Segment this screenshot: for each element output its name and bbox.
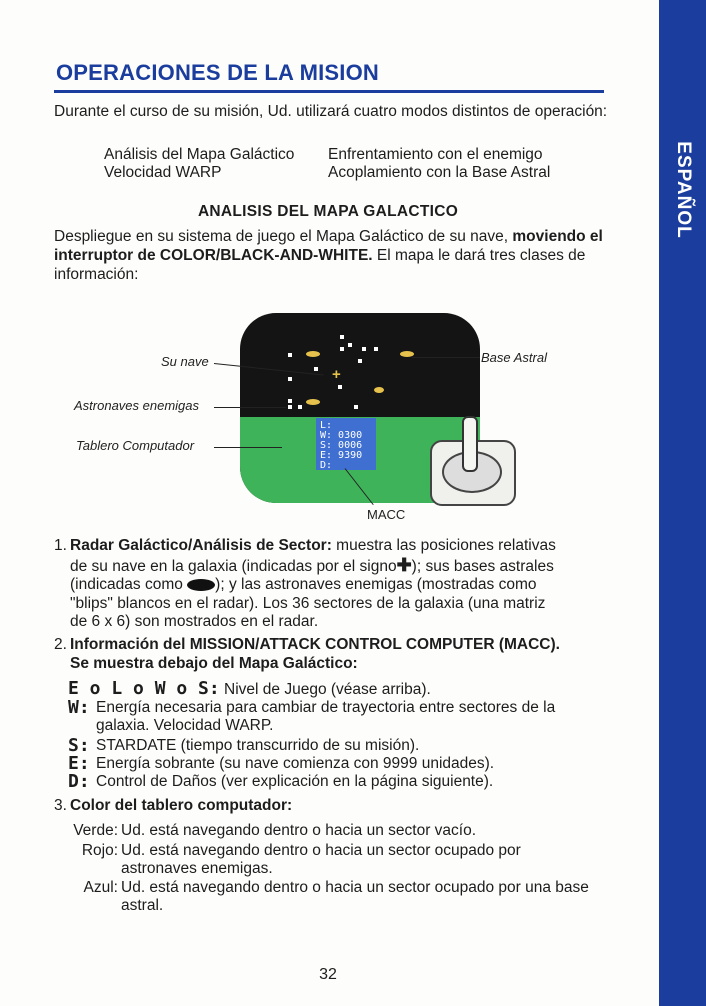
starbase-icon	[306, 399, 320, 405]
def-key: E:	[68, 753, 90, 774]
label-macc: MACC	[367, 507, 406, 522]
item-2-head: Se muestra debajo del Mapa Galáctico:	[70, 654, 358, 672]
map-paragraph-c: El mapa le dará tres clases de información:	[54, 247, 586, 283]
language-tab-label: ESPAÑOL	[672, 141, 694, 239]
item-number: 1.	[54, 537, 67, 554]
label-tablero: Tablero Computador	[76, 438, 195, 453]
map-paragraph-a: Despliegue en su sistema de juego el Mapa Galáctico de su nave,	[54, 228, 513, 245]
item-2-head: Información del MISSION/ATTACK CONTROL COMPUTER (MACC).	[70, 636, 560, 653]
macc-line: W: 0300	[320, 430, 363, 441]
item-1-line: ); sus bases astrales	[411, 557, 554, 575]
color-value: Ud. está navegando dentro o hacia un sector ocupado por astronaves enemigas.	[121, 842, 521, 877]
starbase-icon	[306, 351, 320, 357]
def-key: E o L o W o S:	[68, 678, 220, 699]
ship-plus-icon: +	[332, 366, 341, 383]
mode-item: Velocidad WARP	[104, 164, 222, 181]
item-1-line: de su nave en la galaxia (indicadas por el signo	[70, 557, 397, 575]
def-key: D:	[68, 771, 90, 792]
item-number: 2.	[54, 636, 67, 653]
intro-paragraph: Durante el curso de su misión, Ud. utilizará cuatro modos distintos de operación:	[54, 103, 608, 120]
item-2	[54, 636, 614, 676]
color-key: Verde:	[73, 822, 118, 839]
def-value: STARDATE (tiempo transcurrido de su misión).	[96, 737, 420, 754]
macc-line: L:	[320, 420, 333, 431]
joystick-icon	[462, 416, 478, 472]
def-value: Energía sobrante (su nave comienza con 9999 unidades).	[96, 755, 495, 772]
mode-item: Enfrentamiento con el enemigo	[328, 146, 543, 163]
macc-line: D:	[320, 460, 333, 471]
def-value: Control de Daños (ver explicación en la página siguiente).	[96, 773, 494, 790]
def-key: W:	[68, 697, 90, 718]
color-value: Ud. está navegando dentro o hacia un sector ocupado por una base astral.	[121, 879, 589, 914]
macc-line: E: 9390	[320, 450, 363, 461]
map-paragraph	[54, 227, 610, 284]
color-key: Azul:	[83, 879, 118, 896]
item-1-line: (indicadas como	[70, 576, 183, 593]
item-3	[54, 797, 614, 817]
section-heading: ANALISIS DEL MAPA GALACTICO	[197, 203, 459, 220]
label-su-nave: Su nave	[161, 354, 209, 369]
plus-sign-icon: ✚	[396, 554, 412, 575]
item-1-line: muestra las posiciones relativas	[331, 537, 556, 554]
starbase-icon	[187, 579, 215, 591]
map-paragraph-bold: moviendo el interruptor de COLOR/BLACK-AND-WHITE.	[54, 228, 603, 264]
color-key: Rojo:	[81, 842, 118, 859]
item-1-line: ); y las astronaves enemigas (mostradas como	[215, 576, 537, 593]
item-3-head: Color del tablero computador:	[70, 797, 293, 814]
macc-line: S: 0006	[320, 440, 363, 451]
def-level	[68, 680, 598, 699]
item-1-line: "blips" blancos en el radar). Los 36 sectores de la galaxia (una matriz	[70, 594, 546, 612]
item-1-head: Radar Galáctico/Análisis de Sector:	[70, 537, 332, 554]
title-rule	[54, 90, 604, 93]
item-number: 3.	[54, 797, 67, 814]
mode-item: Acoplamiento con la Base Astral	[328, 164, 551, 181]
page-title: OPERACIONES DE LA MISION	[56, 60, 380, 85]
mode-item: Análisis del Mapa Galáctico	[104, 146, 295, 163]
item-1-line: de 6 x 6) son mostrados en el radar.	[70, 613, 319, 630]
starbase-icon	[374, 387, 384, 393]
def-value: Energía necesaria para cambiar de trayectoria entre sectores de la galaxia. Velocidad WARP.	[96, 699, 556, 734]
def-value: Nivel de Juego (véase arriba).	[219, 681, 431, 698]
language-tab	[659, 0, 706, 1006]
item-1	[54, 537, 614, 629]
def-key: S:	[68, 735, 90, 756]
def-w	[68, 699, 598, 737]
macc-panel	[316, 418, 376, 470]
color-value: Ud. está navegando dentro o hacia un sector vacío.	[121, 822, 477, 839]
label-astronaves: Astronaves enemigas	[74, 398, 200, 413]
page-number: 32	[319, 966, 337, 983]
label-base-astral: Base Astral	[481, 350, 547, 365]
